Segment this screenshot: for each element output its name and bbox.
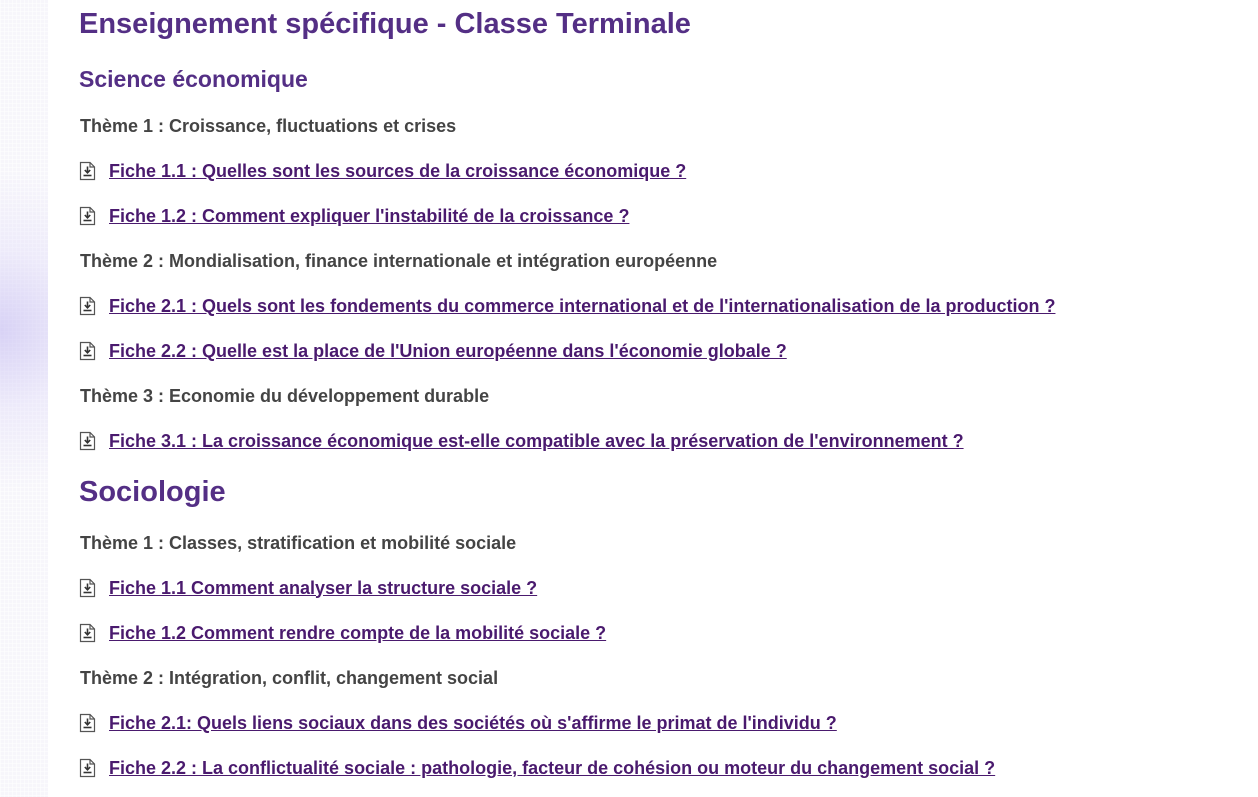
fiche-link[interactable]: Fiche 2.1 : Quels sont les fondements du commerce international et de l'internationalisation de la production ? xyxy=(109,295,1056,316)
fiche-link[interactable]: Fiche 3.1 : La croissance économique est-elle compatible avec la préservation de l'environnement ? xyxy=(109,430,964,451)
theme-heading: Thème 1 : Croissance, fluctuations et crises xyxy=(80,116,457,136)
download-document-icon[interactable] xyxy=(79,713,96,733)
theme-heading: Thème 2 : Mondialisation, finance internationale et intégration européenne xyxy=(80,251,718,271)
left-decorative-border xyxy=(0,0,48,797)
download-document-icon[interactable] xyxy=(79,431,96,451)
fiche-item xyxy=(79,577,537,599)
fiche-item xyxy=(79,622,606,644)
fiche-link[interactable]: Fiche 2.2 : La conflictualité sociale : pathologie, facteur de cohésion ou moteur du changement social ? xyxy=(109,757,996,778)
download-document-icon[interactable] xyxy=(79,296,96,316)
fiche-item xyxy=(79,757,995,779)
theme-heading: Thème 2 : Intégration, conflit, changement social xyxy=(80,668,499,688)
fiche-link[interactable]: Fiche 1.2 : Comment expliquer l'instabilité de la croissance ? xyxy=(109,205,630,226)
fiche-item xyxy=(79,712,837,734)
fiche-link[interactable]: Fiche 1.2 Comment rendre compte de la mobilité sociale ? xyxy=(109,622,607,643)
section-title-sociologie: Sociologie xyxy=(79,476,226,508)
fiche-link[interactable]: Fiche 1.1 : Quelles sont les sources de la croissance économique ? xyxy=(109,160,687,181)
download-document-icon[interactable] xyxy=(79,341,96,361)
download-document-icon[interactable] xyxy=(79,623,96,643)
fiche-item xyxy=(79,430,964,452)
section-title-science-economique: Science économique xyxy=(79,66,308,92)
page-title: Enseignement spécifique - Classe Terminale xyxy=(79,8,691,40)
fiche-link[interactable]: Fiche 2.1: Quels liens sociaux dans des sociétés où s'affirme le primat de l'individu ? xyxy=(109,712,837,733)
fiche-item xyxy=(79,295,1055,317)
theme-heading: Thème 3 : Economie du développement durable xyxy=(80,386,490,406)
fiche-item xyxy=(79,205,629,227)
fiche-item xyxy=(79,340,787,362)
download-document-icon[interactable] xyxy=(79,161,96,181)
download-document-icon[interactable] xyxy=(79,206,96,226)
theme-heading: Thème 1 : Classes, stratification et mobilité sociale xyxy=(80,533,517,553)
fiche-link[interactable]: Fiche 1.1 Comment analyser la structure sociale ? xyxy=(109,577,538,598)
fiche-link[interactable]: Fiche 2.2 : Quelle est la place de l'Union européenne dans l'économie globale ? xyxy=(109,340,787,361)
download-document-icon[interactable] xyxy=(79,578,96,598)
download-document-icon[interactable] xyxy=(79,758,96,778)
fiche-item xyxy=(79,160,686,182)
